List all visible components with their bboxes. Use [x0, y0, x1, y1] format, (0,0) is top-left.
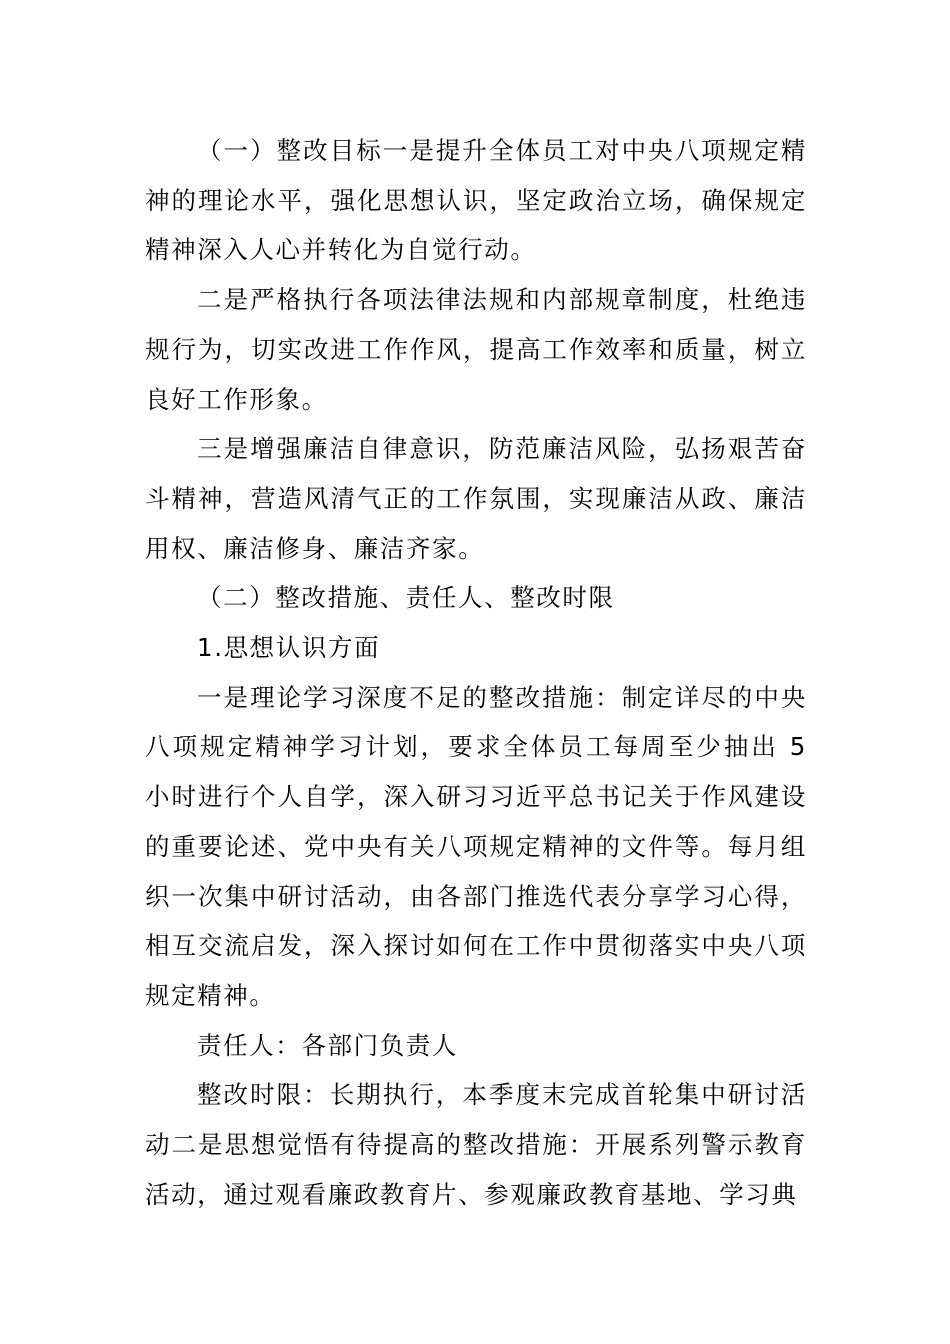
paragraph-rectification-goal-three: 三是增强廉洁自律意识，防范廉洁风险，弘扬艰苦奋斗精神，营造风清气正的工作氛围，实现廉洁从政、廉洁用权、廉洁修身、廉洁齐家。: [145, 434, 807, 563]
subsection-heading-ideological-awareness: 1.思想认识方面: [197, 633, 381, 663]
document-page: [145, 126, 807, 1219]
paragraph-deadline-and-awareness-measures: 整改时限：长期执行，本季度末完成首轮集中研讨活动二是思想觉悟有待提高的整改措施：开展系列警示教育活动，通过观看廉政教育片、参观廉政教育基地、学习典: [145, 1080, 807, 1209]
paragraph-rectification-goal-two: 二是严格执行各项法律法规和内部规章制度，杜绝违规行为，切实改进工作作风，提高工作效率和质量，树立良好工作形象。: [145, 285, 807, 414]
paragraph-theory-study-measures: 一是理论学习深度不足的整改措施：制定详尽的中央八项规定精神学习计划，要求全体员工每周至少抽出 5 小时进行个人自学，深入研习习近平总书记关于作风建设的重要论述、党中央有关八项规定精神的文件等。每月组织一次集中研讨活动，由各部门推选代表分享学习心得，相互交流启发，深入探讨如何在工作中贯彻落实中央八项规定精神。: [145, 682, 807, 1010]
paragraph-rectification-goal-one: （一）整改目标一是提升全体员工对中央八项规定精神的理论水平，强化思想认识，坚定政治立场，确保规定精神深入人心并转化为自觉行动。: [145, 136, 807, 265]
paragraph-responsible-person: 责任人：各部门负责人: [197, 1030, 458, 1060]
section-heading-measures: （二）整改措施、责任人、整改时限: [197, 583, 615, 613]
